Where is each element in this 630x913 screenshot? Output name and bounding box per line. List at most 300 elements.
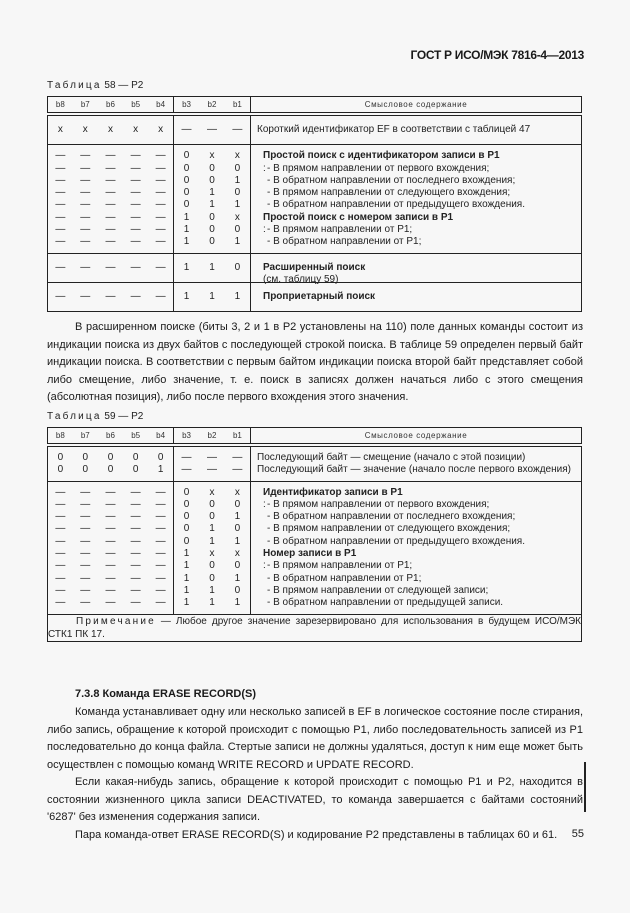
table59-header-row — [48, 428, 582, 446]
bit-value: 1 — [234, 174, 241, 186]
bit-value: — — [55, 199, 66, 211]
bit-cell — [123, 253, 148, 282]
description-text: - В обратном направлении от последнего вхождения; — [267, 174, 516, 186]
bit-value: — — [105, 523, 116, 535]
bit-value: 1 — [209, 584, 215, 596]
bit-value: — — [80, 511, 91, 523]
bit-value: — — [80, 162, 91, 174]
bit-value: — — [80, 224, 91, 236]
description-cell — [251, 282, 582, 311]
description-bold: Проприетарный поиск — [263, 290, 376, 302]
bit-cell — [98, 445, 123, 481]
bit-value: — — [155, 211, 166, 223]
bit-value: x — [133, 124, 139, 135]
bit-value: 1 — [183, 290, 190, 302]
bit-cell — [73, 253, 98, 282]
bit-value: — — [130, 162, 141, 174]
bit-value: 0 — [209, 162, 215, 174]
bit-cell — [98, 114, 123, 145]
bit-cell — [123, 445, 148, 481]
bit-value: 1 — [157, 464, 164, 476]
description-suffix: : — [263, 162, 266, 174]
bit-value: x — [234, 211, 240, 223]
description-text: - В обратном направлении от предыдущего вхождения. — [267, 199, 525, 211]
bit-value: — — [155, 290, 166, 302]
column-header-b3: b3 — [173, 97, 199, 115]
bit-value: 1 — [183, 236, 190, 248]
bit-value: 0 — [234, 498, 241, 510]
description-bold: Расширенный поиск — [263, 261, 366, 273]
bit-value: — — [155, 584, 166, 596]
bit-value: — — [80, 560, 91, 572]
description-text: - В обратном направлении от P1; — [267, 236, 422, 248]
table59-note — [48, 614, 582, 641]
column-header-description: Смысловое содержание — [251, 428, 582, 446]
bit-cell — [199, 253, 225, 282]
bit-value: 0 — [234, 224, 241, 236]
bit-value: — — [155, 572, 166, 584]
description-bold: Номер записи в P1 — [263, 548, 357, 560]
column-header-b8: b8 — [48, 428, 73, 446]
bit-value: — — [181, 124, 192, 135]
bit-value: — — [105, 150, 116, 162]
bit-value: — — [55, 224, 66, 236]
bit-value: — — [105, 187, 116, 199]
bit-value: x — [209, 150, 215, 162]
bit-value: — — [130, 174, 141, 186]
bit-value: — — [80, 174, 91, 186]
bit-cell — [173, 481, 199, 614]
bit-value: — — [55, 523, 66, 535]
bit-cell — [48, 145, 73, 253]
table-row-group — [48, 114, 582, 145]
description-text: Последующий байт — значение (начало после первого вхождения) — [257, 464, 571, 476]
description-text: - В обратном направлении от P1; — [267, 572, 422, 584]
bit-value: x — [107, 124, 113, 135]
bit-value: 1 — [209, 290, 215, 302]
bit-value: 1 — [209, 523, 215, 535]
bit-value: — — [130, 560, 141, 572]
bit-value: 0 — [209, 236, 215, 248]
bit-value: 0 — [209, 498, 215, 510]
bit-value: — — [181, 464, 192, 476]
bit-value: 0 — [183, 486, 190, 498]
bit-value: — — [55, 498, 66, 510]
bit-value: — — [105, 572, 116, 584]
bit-cell — [199, 282, 225, 311]
table-row-group — [48, 145, 582, 253]
description-text: Короткий идентификатор EF в соответствии с таблицей 47 — [257, 124, 531, 135]
bit-value: — — [130, 199, 141, 211]
bit-value: x — [82, 124, 88, 135]
bit-value: 0 — [183, 162, 190, 174]
section-paragraph-1: Команда устанавливает одну или несколько записей в EF в логическое состояние после стирания, либо запись, обращение к которой происходит с помощью P1, либо последовательность записей из P1 последовательно до конца файла. Стертые записи не должны удаляться, доступ к ним еще может быть осуществлен с помощью команд WRITE RECORD и UPDATE RECORD. — [47, 706, 583, 771]
bit-cell — [48, 253, 73, 282]
description-suffix: (см. таблицу 59) — [263, 273, 339, 285]
bit-value: — — [80, 236, 91, 248]
bit-value: — — [130, 584, 141, 596]
bit-value: 1 — [183, 224, 190, 236]
bit-value: 1 — [234, 572, 241, 584]
note-text: — Любое другое значение зарезервировано для использования в будущем ИСО/МЭК СТК1 ПК 17. — [48, 615, 581, 640]
bit-value: — — [206, 124, 217, 135]
bit-value: — — [130, 548, 141, 560]
bit-value: 1 — [234, 236, 241, 248]
table59-note-row — [48, 614, 582, 641]
bit-value: 1 — [183, 261, 190, 273]
bit-cell — [225, 481, 251, 614]
bit-value: — — [80, 523, 91, 535]
bit-value: 0 — [234, 187, 241, 199]
bit-cell — [225, 253, 251, 282]
bit-value: — — [80, 261, 91, 273]
description-suffix: : — [263, 560, 266, 572]
description-bold: Простой поиск с номером записи в P1 — [263, 211, 454, 223]
column-header-b1: b1 — [225, 97, 251, 115]
bit-cell — [123, 481, 148, 614]
table58-body — [48, 114, 582, 312]
column-header-b8: b8 — [48, 97, 73, 115]
description-suffix: : — [263, 224, 266, 236]
bit-value: — — [105, 236, 116, 248]
bit-value: — — [155, 261, 166, 273]
bit-value: — — [80, 211, 91, 223]
bit-cell — [148, 445, 173, 481]
bit-value: 0 — [57, 452, 64, 463]
bit-value: 0 — [183, 511, 190, 523]
column-header-b7: b7 — [73, 97, 98, 115]
bit-value: — — [130, 498, 141, 510]
bit-value: — — [105, 162, 116, 174]
table-row-group — [48, 253, 582, 282]
bit-value: 1 — [209, 535, 215, 547]
description-cell — [251, 253, 582, 285]
table59-caption-word: Таблица — [47, 411, 102, 422]
bit-value: — — [55, 261, 66, 273]
bit-value: — — [155, 597, 166, 609]
bit-value: — — [155, 560, 166, 572]
bit-value: 1 — [209, 187, 215, 199]
table58-caption-rest: 58 — P2 — [101, 80, 144, 91]
bit-value: — — [105, 290, 116, 302]
description-text: - В прямом направлении от P1; — [267, 224, 413, 236]
bit-value: 1 — [183, 597, 190, 609]
column-header-b3: b3 — [173, 428, 199, 446]
description-cell — [251, 481, 582, 614]
bit-cell — [98, 145, 123, 253]
paragraph-text: В расширенном поиске (биты 3, 2 и 1 в P2 установлены на 110) поле данных команды состоит из индикации поиска из двух байтов с последующей строкой поиска. В таблице 59 определен первый байт индикации поиска. В соответствии с первым байтом индикации поиска второй байт представляет собой либо смещение, либо значение, т. е. поиск в записях должен начаться либо с этого смещения (абсолютная позиция), либо после первого вхождения этого значения. — [47, 321, 583, 403]
bit-value: — — [80, 498, 91, 510]
bit-value: — — [105, 224, 116, 236]
bit-value: 1 — [234, 290, 241, 302]
bit-cell — [123, 145, 148, 253]
bit-value: — — [155, 187, 166, 199]
bit-value: — — [55, 548, 66, 560]
bit-value: — — [55, 584, 66, 596]
bit-value: — — [130, 486, 141, 498]
bit-value: — — [105, 174, 116, 186]
bit-value: — — [155, 548, 166, 560]
revision-change-bar — [584, 762, 586, 812]
table59-body — [48, 445, 582, 614]
bit-value: 1 — [209, 261, 215, 273]
description-cell — [251, 445, 582, 481]
bit-value: — — [130, 224, 141, 236]
description-text: - В прямом направлении от P1; — [267, 560, 413, 572]
bit-value: 0 — [157, 452, 164, 463]
bit-value: 1 — [183, 560, 190, 572]
bit-value: — — [80, 584, 91, 596]
bit-value: — — [130, 261, 141, 273]
bit-value: — — [80, 535, 91, 547]
bit-value: — — [155, 150, 166, 162]
table58-caption — [47, 80, 143, 91]
description-bold: Идентификатор записи в P1 — [263, 486, 403, 498]
description-text: - В обратном направлении от предыдущего вхождения. — [267, 535, 525, 547]
bit-value: — — [130, 187, 141, 199]
bit-cell — [148, 481, 173, 614]
bit-value: 1 — [234, 199, 241, 211]
bit-value: — — [80, 290, 91, 302]
column-header-b2: b2 — [199, 97, 225, 115]
bit-value: 1 — [183, 572, 190, 584]
bit-value: 1 — [209, 597, 215, 609]
bit-value: — — [80, 150, 91, 162]
bit-value: — — [155, 174, 166, 186]
bit-value: — — [130, 511, 141, 523]
column-header-b6: b6 — [98, 428, 123, 446]
bit-value: 1 — [183, 584, 190, 596]
bit-cell — [48, 114, 73, 145]
bit-value: 0 — [209, 224, 215, 236]
bit-value: — — [55, 211, 66, 223]
bit-cell — [73, 445, 98, 481]
bit-cell — [98, 253, 123, 282]
bit-value: — — [130, 572, 141, 584]
bit-value: 0 — [183, 535, 190, 547]
bit-value: x — [234, 486, 240, 498]
bit-value: 1 — [183, 548, 190, 560]
bit-value: — — [80, 486, 91, 498]
column-header-b1: b1 — [225, 428, 251, 446]
column-header-description: Смысловое содержание — [251, 97, 582, 115]
bit-value: — — [130, 535, 141, 547]
bit-value: 0 — [234, 560, 241, 572]
bit-value: — — [105, 211, 116, 223]
bit-value: — — [105, 498, 116, 510]
bit-cell — [199, 481, 225, 614]
bit-value: 0 — [107, 452, 114, 463]
bit-value: — — [130, 597, 141, 609]
description-text: - В прямом направлении от первого вхождения; — [267, 162, 490, 174]
page-number: 55 — [571, 828, 584, 840]
description-text: Последующий байт — смещение (начало с этой позиции) — [257, 452, 526, 463]
bit-cell — [173, 114, 199, 145]
bit-value: — — [155, 523, 166, 535]
bit-value: 0 — [234, 261, 241, 273]
bit-cell — [48, 481, 73, 614]
bit-cell — [225, 282, 251, 311]
bit-value: 0 — [183, 199, 190, 211]
bit-value: — — [232, 124, 243, 135]
bit-value: — — [55, 187, 66, 199]
bit-value: — — [155, 162, 166, 174]
table-row-group — [48, 445, 582, 481]
description-suffix: : — [263, 498, 266, 510]
bit-value: 0 — [82, 464, 89, 476]
bit-value: 0 — [132, 452, 139, 463]
bit-cell — [123, 114, 148, 145]
bit-value: 0 — [183, 523, 190, 535]
description-cell — [251, 145, 582, 253]
bit-cell — [148, 145, 173, 253]
bit-cell — [225, 114, 251, 145]
column-header-b4: b4 — [148, 97, 173, 115]
column-header-b5: b5 — [123, 97, 148, 115]
bit-value: — — [105, 535, 116, 547]
bit-value: — — [130, 290, 141, 302]
bit-value: — — [206, 464, 217, 476]
table-59 — [47, 427, 582, 642]
table59-caption-rest: 59 — P2 — [101, 411, 144, 422]
bit-value: 0 — [132, 464, 139, 476]
bit-value: 0 — [209, 572, 215, 584]
table59-caption — [47, 411, 143, 422]
bit-value: — — [130, 211, 141, 223]
bit-cell — [173, 253, 199, 282]
bit-value: 0 — [57, 464, 64, 476]
column-header-b2: b2 — [199, 428, 225, 446]
description-text: - В прямом направлении от первого вхождения; — [267, 498, 490, 510]
bit-value: — — [55, 162, 66, 174]
bit-value: x — [209, 486, 215, 498]
bit-value: — — [80, 187, 91, 199]
bit-value: — — [80, 548, 91, 560]
document-standard-header: ГОСТ Р ИСО/МЭК 7816-4—2013 — [410, 48, 584, 62]
bit-value: 0 — [209, 174, 215, 186]
bit-value: 0 — [183, 498, 190, 510]
bit-value: — — [155, 224, 166, 236]
bit-value: — — [80, 597, 91, 609]
bit-cell — [98, 481, 123, 614]
bit-value: — — [155, 498, 166, 510]
description-text — [251, 291, 581, 303]
bit-value: — — [105, 199, 116, 211]
section-body — [47, 704, 583, 844]
bit-value: — — [55, 597, 66, 609]
bit-value: — — [155, 511, 166, 523]
bit-value: — — [232, 464, 243, 476]
bit-value: — — [232, 452, 243, 463]
section-paragraph-2: Если какая-нибудь запись, обращение к которой происходит с помощью P1 и P2, находится в состоянии жизненного цикла записи DEACTIVATED, то команда завершается с байтами состояний '6287' без изменения содержания записи. — [47, 776, 583, 823]
bit-cell — [73, 481, 98, 614]
bit-value: — — [55, 535, 66, 547]
bit-value: — — [105, 511, 116, 523]
bit-cell — [73, 114, 98, 145]
bit-value: — — [130, 236, 141, 248]
bit-cell — [148, 114, 173, 145]
bit-value: — — [80, 199, 91, 211]
bit-cell — [73, 282, 98, 311]
bit-value: — — [55, 150, 66, 162]
bit-value: — — [105, 261, 116, 273]
description-text: - В прямом направлении от следующего вхождения; — [267, 523, 511, 535]
description-text: - В прямом направлении от следующего вхождения; — [267, 187, 511, 199]
bit-cell — [225, 145, 251, 253]
bit-value: — — [55, 486, 66, 498]
bit-value: 1 — [183, 211, 190, 223]
bit-cell — [48, 445, 73, 481]
bit-cell — [73, 145, 98, 253]
bit-value: 1 — [234, 597, 241, 609]
bit-value: x — [234, 548, 240, 560]
bit-value: — — [80, 572, 91, 584]
section-title: 7.3.8 Команда ERASE RECORD(S) — [75, 688, 257, 700]
bit-value: 0 — [234, 523, 241, 535]
bit-value: — — [55, 560, 66, 572]
bit-value: 0 — [234, 584, 241, 596]
bit-value: 1 — [209, 199, 215, 211]
bit-value: 0 — [234, 162, 241, 174]
note-label: Примечание — [76, 615, 156, 627]
bit-value: — — [155, 199, 166, 211]
extended-search-paragraph — [47, 319, 583, 407]
bit-value: 0 — [209, 560, 215, 572]
bit-value: 0 — [183, 150, 190, 162]
bit-value: — — [105, 560, 116, 572]
bit-value: — — [155, 236, 166, 248]
bit-value: — — [105, 548, 116, 560]
table58-caption-word: Таблица — [47, 80, 102, 91]
column-header-b7: b7 — [73, 428, 98, 446]
table-row-group — [48, 481, 582, 614]
bit-cell — [148, 253, 173, 282]
description-cell — [251, 114, 582, 145]
bit-value: x — [57, 124, 63, 135]
section-paragraph-3: Пара команда-ответ ERASE RECORD(S) и кодирование P2 представлены в таблицах 60 и 61. — [75, 828, 558, 841]
bit-value: 1 — [234, 535, 241, 547]
bit-cell — [123, 282, 148, 311]
bit-value: 0 — [209, 211, 215, 223]
bit-cell — [173, 282, 199, 311]
description-text: - В прямом направлении от следующей записи; — [267, 584, 489, 596]
bit-cell — [148, 282, 173, 311]
bit-value: — — [105, 486, 116, 498]
bit-cell — [173, 145, 199, 253]
bit-cell — [225, 445, 251, 481]
bit-cell — [48, 282, 73, 311]
bit-value: — — [105, 597, 116, 609]
bit-cell — [173, 445, 199, 481]
bit-value: 0 — [209, 511, 215, 523]
bit-value: x — [158, 124, 164, 135]
bit-value: — — [206, 452, 217, 463]
bit-value: — — [181, 452, 192, 463]
table58-header-row — [48, 97, 582, 115]
bit-value: — — [55, 572, 66, 584]
bit-value: 0 — [183, 174, 190, 186]
description-suffix — [257, 303, 581, 315]
bit-cell — [199, 145, 225, 253]
column-header-b6: b6 — [98, 97, 123, 115]
column-header-b5: b5 — [123, 428, 148, 446]
bit-value: 0 — [183, 187, 190, 199]
description-text: - В обратном направлении от предыдущей записи. — [267, 597, 504, 609]
bit-cell — [199, 445, 225, 481]
bit-value: — — [155, 535, 166, 547]
bit-value: — — [55, 511, 66, 523]
table-58 — [47, 96, 582, 312]
